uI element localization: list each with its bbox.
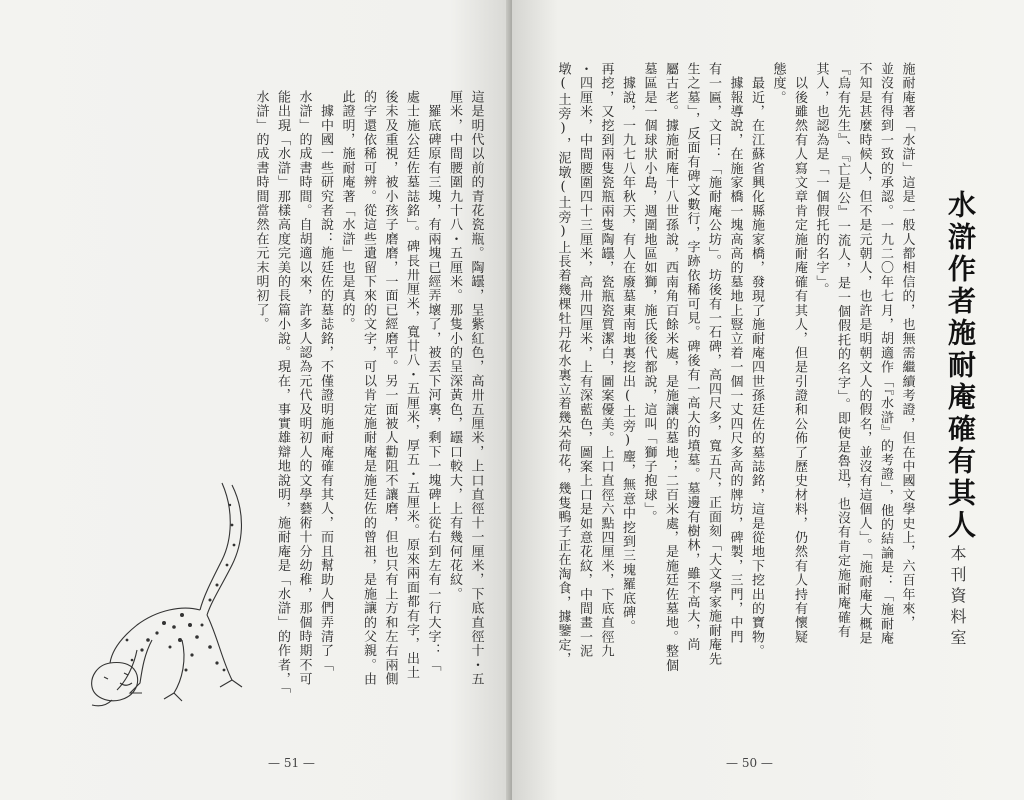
article-byline: 本刊資料室: [948, 545, 967, 650]
page-number-right: — 50 —: [726, 756, 773, 770]
page-number-left: — 51 —: [268, 756, 315, 770]
right-page-body-text: 施耐庵著「水滸」這是一般人都相信的，也無需繼續考證，但在中國文學史上，六百年來， 並沒有得到一致的承認。一九二〇年七月，胡適作「『水滸』的考證」，他的結論是：「施耐庵 不知是甚麼時候人，但不是元朝人，也許是明朝文人的假名，並沒有這個人」。「施耐庵大概是 『烏有先生』、『亡是公』一流人，是一個假托的名字」。即使是魯迅，也沒有肯定施耐庵確有 其人，也認為是「一個假托的名字」。 以後雖然有人寫文章肯定施耐庵確有其人，但是引證和公佈了歷史材料，仍然有人持有懷疑 態度。 最近，在江蘇省興化縣施家橋，發現了施耐庵四世孫廷佐的墓誌銘，這是從地下挖出的寶物。 據報導說，在施家橋一塊高高的墓地上豎立着一個一丈四尺多高的牌坊，碑製，三門，中門 有一匾，文曰：「施耐庵公坊」。坊後有一石碑，高四尺多，寬五尺，正面刻「大文學家施耐庵先 生之墓」，反面有碑文數行，字跡依稀可見。碑後有一高大的墳墓。墓邊有樹林，雖不高大，尚 屬古老。據施耐庵十八世孫說，西南角百餘米處，是施讓的墓地；二百米處，是施廷佐墓地。整個 墓區是一個球狀小島，週圍地區如獅，施氏後代都說，這叫「獅子抱球」。 據說，一九七八年秋天，有人在廢墓東南地裏挖出(土旁)麈，無意中挖到三塊羅底碑。 再挖，又挖到兩隻瓷瓶兩隻陶罎，瓷瓶瓷質潔白，圖案優美。上口直徑六點四厘米，下底直徑九 ・四厘米，中間腰圍四十三厘米，高卅四厘米，上有深藍色，圖案上口是如意花紋，中間畫一泥 墩(土旁)，泥墩(土旁)上長着幾棵牡丹花水裏立着幾朵荷花，幾隻鴨子正在淘食，據鑒定，: [555, 62, 915, 673]
left-page-body-text: 這是明代以前的青花瓷瓶。陶罎，呈紫紅色，高卅五厘米，上口直徑十一厘米，下底直徑十・五 厘米，中間腰圍九十八・五厘米。那隻小的呈深黃色，罎口較大，上有幾何花紋。 羅底碑原有三塊，有兩塊已經弄壞了，被丟下河裏，剩下一塊碑上從右到左有一行大字：「 處士施公廷佐墓誌銘」。碑長卅厘米，寬廿八・五厘米，厚五・五厘米。原來兩面都有字，出土 後未及重視，被小孩子磨磨，一面已經磨平。另一面被人勸阻不讓磨，但也只有上方和左右兩側 的字還依稀可辨。從這些遺留下來的文字，可以肯定施耐庵是施廷佐的曾祖，是施讓的父親。由 此證明，施耐庵著「水滸」也是真的。 據中國一些研究者說：施廷佐的墓誌銘，不僅證明施耐庵確有其人，而且幫助人們弄清了「 水滸」的成書時間。自胡適以來，許多人認為元代及明初人的文學藝術十分幼稚，那個時期不可 能出現「水滸」那樣高度完美的長篇小說。現在，事實雄辯地說明，施耐庵是「水滸」的作者，「 水滸」的成書時間當然在元末明初了。: [253, 90, 484, 695]
leopard-illustration: [82, 465, 252, 715]
article-title: 水滸作者施耐庵確有其人: [944, 190, 977, 542]
